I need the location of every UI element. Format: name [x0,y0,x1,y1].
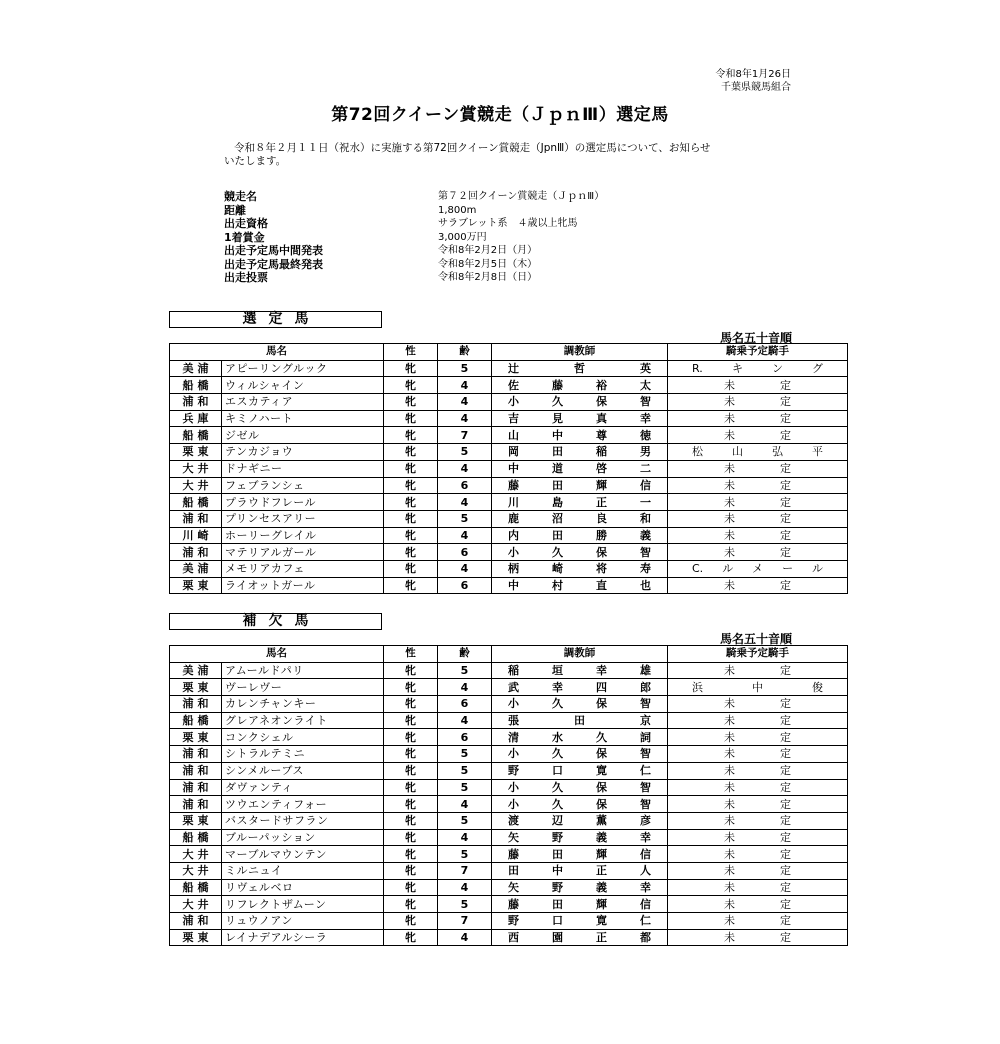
table-row [170,410,848,427]
table-row [170,913,848,930]
sex-cell: 牝 [384,829,438,846]
affiliation-cell: 栗東 [170,577,222,594]
table-header-row [170,646,848,663]
trainer-cell: 渡辺薫彦 [492,812,668,829]
sex-cell: 牝 [384,360,438,377]
trainer-cell: 山中尊徳 [492,427,668,444]
affiliation-cell: 大井 [170,460,222,477]
horse-name-cell: ブルーパッション [222,829,384,846]
table-row [170,577,848,594]
sex-cell: 牝 [384,712,438,729]
age-cell: 4 [438,712,492,729]
jockey-cell: 未定 [668,427,848,444]
age-cell: 6 [438,729,492,746]
trainer-cell: 西園正都 [492,929,668,946]
race-info-label: 距離 [224,203,246,217]
race-info-value: 1,800m [438,204,477,216]
sex-cell: 牝 [384,427,438,444]
table-row [170,779,848,796]
age-cell: 4 [438,394,492,411]
jockey-cell: 未定 [668,879,848,896]
jockey-cell: 未定 [668,929,848,946]
jockey-cell: 未定 [668,394,848,411]
horse-name-cell: ジゼル [222,427,384,444]
horse-name-cell: シンメルーブス [222,762,384,779]
sex-cell: 牝 [384,762,438,779]
horse-name-cell: プラウドフレール [222,494,384,511]
trainer-cell: 小久保智 [492,796,668,813]
intro-paragraph [224,142,754,168]
jockey-cell: 未定 [668,527,848,544]
sex-cell: 牝 [384,662,438,679]
jockey-cell: 未定 [668,862,848,879]
trainer-cell: 藤田輝信 [492,846,668,863]
trainer-cell: 鹿沼良和 [492,510,668,527]
sex-cell: 牝 [384,410,438,427]
horse-name-cell: メモリアカフェ [222,560,384,577]
trainer-cell: 小久保智 [492,746,668,763]
horse-name-cell: アムールドパリ [222,662,384,679]
affiliation-cell: 栗東 [170,679,222,696]
trainer-cell: 吉見真幸 [492,410,668,427]
column-header-age: 齢 [438,344,492,361]
horse-name-cell: ミルニュイ [222,862,384,879]
age-cell: 5 [438,896,492,913]
table-row [170,829,848,846]
age-cell: 6 [438,544,492,561]
trainer-cell: 小久保智 [492,544,668,561]
trainer-cell: 矢野義幸 [492,879,668,896]
jockey-cell: 未定 [668,746,848,763]
jockey-cell: 未定 [668,696,848,713]
age-cell: 4 [438,410,492,427]
sex-cell: 牝 [384,696,438,713]
sex-cell: 牝 [384,494,438,511]
trainer-cell: 小久保智 [492,394,668,411]
jockey-cell: 未定 [668,712,848,729]
table-row [170,427,848,444]
jockey-cell: 未定 [668,510,848,527]
table-row [170,360,848,377]
sex-cell: 牝 [384,729,438,746]
affiliation-cell: 栗東 [170,444,222,461]
sex-cell: 牝 [384,460,438,477]
table-row [170,679,848,696]
age-cell: 7 [438,913,492,930]
jockey-cell: 松山弘平 [668,444,848,461]
document-title: 第72回クイーン賞競走（ＪｐｎⅢ）選定馬 [331,105,669,125]
sex-cell: 牝 [384,879,438,896]
affiliation-cell: 浦和 [170,544,222,561]
race-info-label: 1着賞金 [224,230,265,244]
selected-order-note: 馬名五十音順 [719,331,792,345]
trainer-cell: 野口寛仁 [492,762,668,779]
age-cell: 4 [438,527,492,544]
age-cell: 4 [438,377,492,394]
horse-name-cell: レイナデアルシーラ [222,929,384,946]
jockey-cell: 未定 [668,796,848,813]
affiliation-cell: 大井 [170,477,222,494]
jockey-cell: 未定 [668,846,848,863]
column-header-trainer: 調教師 [492,344,668,361]
horse-name-cell: エスカティア [222,394,384,411]
sex-cell: 牝 [384,796,438,813]
intro-line-1: 令和８年２月１１日（祝水）に実施する第72回クイーン賞競走（JpnⅢ）の選定馬について、お知らせ [234,142,711,154]
trainer-cell: 清水久詞 [492,729,668,746]
jockey-cell: 未定 [668,377,848,394]
affiliation-cell: 栗東 [170,729,222,746]
jockey-cell: 未定 [668,460,848,477]
age-cell: 5 [438,662,492,679]
jockey-cell: 未定 [668,662,848,679]
table-row [170,560,848,577]
jockey-cell: 未定 [668,544,848,561]
race-info-value: 第７２回クイーン賞競走（ＪｐｎⅢ） [438,191,605,202]
table-row [170,712,848,729]
sex-cell: 牝 [384,812,438,829]
affiliation-cell: 美浦 [170,662,222,679]
race-info-label: 出走資格 [224,217,268,230]
affiliation-cell: 浦和 [170,394,222,411]
horse-name-cell: ダヴァンティ [222,779,384,796]
horse-name-cell: ツウエンティフォー [222,796,384,813]
trainer-cell: 中村直也 [492,577,668,594]
table-row [170,879,848,896]
affiliation-cell: 浦和 [170,913,222,930]
horse-name-cell: リフレクトザムーン [222,896,384,913]
affiliation-cell: 浦和 [170,510,222,527]
table-row [170,510,848,527]
table-row [170,796,848,813]
trainer-cell: 矢野義幸 [492,829,668,846]
sex-cell: 牝 [384,913,438,930]
trainer-cell: 川島正一 [492,494,668,511]
age-cell: 6 [438,696,492,713]
selected-section-heading: 選定馬 [169,311,382,328]
trainer-cell: 武幸四郎 [492,679,668,696]
affiliation-cell: 船橋 [170,494,222,511]
age-cell: 7 [438,862,492,879]
table-row [170,746,848,763]
column-header-trainer: 調教師 [492,646,668,663]
trainer-cell: 稲垣幸雄 [492,662,668,679]
sex-cell: 牝 [384,746,438,763]
issuing-organization: 千葉県競馬組合 [721,82,791,93]
table-row [170,377,848,394]
age-cell: 4 [438,929,492,946]
table-row [170,846,848,863]
age-cell: 4 [438,494,492,511]
sex-cell: 牝 [384,862,438,879]
table-row [170,862,848,879]
sex-cell: 牝 [384,679,438,696]
table-row [170,662,848,679]
race-info-label: 出走投票 [224,271,268,284]
race-info-value: 令和8年2月2日（月） [438,245,538,256]
age-cell: 6 [438,577,492,594]
age-cell: 4 [438,879,492,896]
sex-cell: 牝 [384,377,438,394]
selected-horses-table [169,343,848,594]
sex-cell: 牝 [384,444,438,461]
table-row [170,394,848,411]
column-header-jockey: 騎乗予定騎手 [668,646,848,663]
trainer-cell: 中道啓二 [492,460,668,477]
jockey-cell: 未定 [668,812,848,829]
affiliation-cell: 船橋 [170,427,222,444]
trainer-cell: 藤田輝信 [492,477,668,494]
sex-cell: 牝 [384,779,438,796]
trainer-cell: 小久保智 [492,779,668,796]
affiliation-cell: 浦和 [170,779,222,796]
affiliation-cell: 川崎 [170,527,222,544]
age-cell: 5 [438,812,492,829]
trainer-cell: 野口寛仁 [492,913,668,930]
age-cell: 5 [438,762,492,779]
affiliation-cell: 栗東 [170,929,222,946]
horse-name-cell: ホーリーグレイル [222,527,384,544]
horse-name-cell: リヴェルベロ [222,879,384,896]
trainer-cell: 小久保智 [492,696,668,713]
table-header-row [170,344,848,361]
sex-cell: 牝 [384,394,438,411]
affiliation-cell: 船橋 [170,829,222,846]
horse-name-cell: アピーリングルック [222,360,384,377]
race-info-label: 競走名 [224,190,257,203]
jockey-cell: 未定 [668,829,848,846]
table-row [170,812,848,829]
race-info-label: 出走予定馬中間発表 [224,244,323,257]
race-info-value: 令和8年2月5日（木） [438,258,538,270]
sex-cell: 牝 [384,896,438,913]
reserve-horses-table [169,645,848,946]
race-info-value: 3,000万円 [438,231,487,243]
age-cell: 6 [438,477,492,494]
jockey-cell: 未定 [668,762,848,779]
trainer-cell: 辻哲英 [492,360,668,377]
reserve-order-note: 馬名五十音順 [719,632,792,646]
horse-name-cell: カレンチャンキー [222,696,384,713]
age-cell: 5 [438,444,492,461]
affiliation-cell: 大井 [170,896,222,913]
age-cell: 4 [438,560,492,577]
horse-name-cell: フェブランシェ [222,477,384,494]
table-row [170,696,848,713]
horse-name-cell: ウィルシャイン [222,377,384,394]
affiliation-cell: 浦和 [170,796,222,813]
affiliation-cell: 大井 [170,862,222,879]
horse-name-cell: シトラルテミニ [222,746,384,763]
horse-name-cell: バスタードサフラン [222,812,384,829]
sex-cell: 牝 [384,577,438,594]
trainer-cell: 佐藤裕太 [492,377,668,394]
affiliation-cell: 船橋 [170,377,222,394]
table-row [170,929,848,946]
affiliation-cell: 兵庫 [170,410,222,427]
issue-date: 令和8年1月26日 [715,69,791,80]
horse-name-cell: グレアネオンライト [222,712,384,729]
age-cell: 5 [438,746,492,763]
column-header-name: 馬名 [170,344,384,361]
horse-name-cell: リュウノアン [222,913,384,930]
age-cell: 4 [438,460,492,477]
horse-name-cell: ヴーレヴー [222,679,384,696]
sex-cell: 牝 [384,527,438,544]
table-row [170,460,848,477]
horse-name-cell: キミノハート [222,410,384,427]
horse-name-cell: テンカジョウ [222,444,384,461]
affiliation-cell: 浦和 [170,696,222,713]
horse-name-cell: ライオットガール [222,577,384,594]
sex-cell: 牝 [384,477,438,494]
horse-name-cell: コンクシェル [222,729,384,746]
race-info-value: 令和8年2月8日（日） [438,272,538,283]
sex-cell: 牝 [384,929,438,946]
table-row [170,477,848,494]
column-header-jockey: 騎乗予定騎手 [668,344,848,361]
table-row [170,444,848,461]
affiliation-cell: 美浦 [170,360,222,377]
table-row [170,729,848,746]
table-row [170,896,848,913]
horse-name-cell: ドナギニー [222,460,384,477]
jockey-cell: 未定 [668,410,848,427]
affiliation-cell: 大井 [170,846,222,863]
race-info-label: 出走予定馬最終発表 [224,257,323,271]
affiliation-cell: 船橋 [170,712,222,729]
jockey-cell: 未定 [668,477,848,494]
table-row [170,527,848,544]
affiliation-cell: 浦和 [170,762,222,779]
age-cell: 5 [438,510,492,527]
sex-cell: 牝 [384,544,438,561]
sex-cell: 牝 [384,846,438,863]
affiliation-cell: 美浦 [170,560,222,577]
jockey-cell: 浜中俊 [668,679,848,696]
jockey-cell: 未定 [668,577,848,594]
column-header-age: 齢 [438,646,492,663]
sex-cell: 牝 [384,510,438,527]
jockey-cell: 未定 [668,494,848,511]
column-header-sex: 性 [384,344,438,361]
age-cell: 5 [438,779,492,796]
horse-name-cell: プリンセスアリー [222,510,384,527]
reserve-section-heading: 補欠馬 [169,613,382,630]
horse-name-cell: マテリアルガール [222,544,384,561]
jockey-cell: 未定 [668,896,848,913]
horse-name-cell: マーブルマウンテン [222,846,384,863]
jockey-cell: 未定 [668,779,848,796]
sex-cell: 牝 [384,560,438,577]
column-header-sex: 性 [384,646,438,663]
trainer-cell: 張田京 [492,712,668,729]
intro-line-2: いたします。 [224,155,287,167]
table-row [170,494,848,511]
age-cell: 5 [438,360,492,377]
age-cell: 7 [438,427,492,444]
jockey-cell: 未定 [668,913,848,930]
table-row [170,544,848,561]
column-header-name: 馬名 [170,646,384,663]
age-cell: 4 [438,796,492,813]
age-cell: 4 [438,829,492,846]
affiliation-cell: 船橋 [170,879,222,896]
trainer-cell: 田中正人 [492,862,668,879]
race-info-value: サラブレット系 ４歳以上牝馬 [438,218,578,229]
trainer-cell: 藤田輝信 [492,896,668,913]
age-cell: 5 [438,846,492,863]
table-row [170,762,848,779]
jockey-cell: C.ルメール [668,560,848,577]
issue-info [716,68,791,94]
jockey-cell: 未定 [668,729,848,746]
trainer-cell: 岡田稲男 [492,444,668,461]
affiliation-cell: 浦和 [170,746,222,763]
age-cell: 4 [438,679,492,696]
trainer-cell: 柄崎将寿 [492,560,668,577]
trainer-cell: 内田勝義 [492,527,668,544]
affiliation-cell: 栗東 [170,812,222,829]
jockey-cell: R.キング [668,360,848,377]
